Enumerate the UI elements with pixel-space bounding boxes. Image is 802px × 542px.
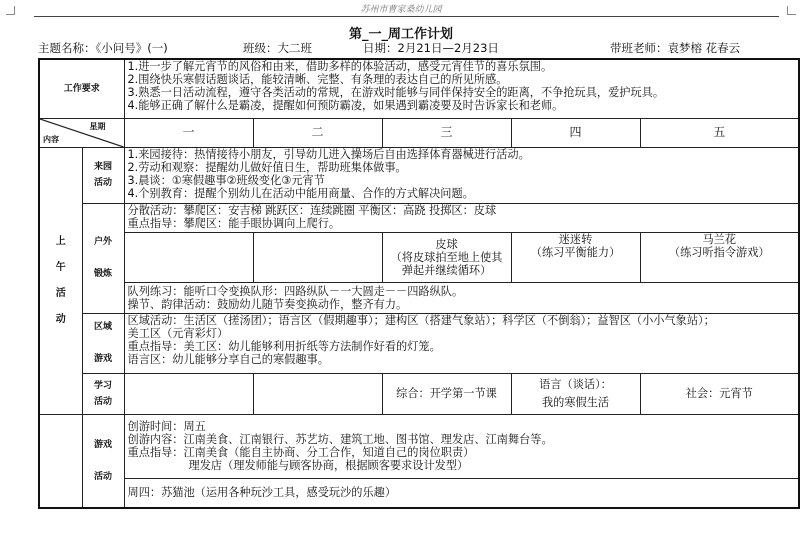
arrival-line: 4.个别教育：提醒个别幼儿在活动中能用商量、合作的方式解决问题。	[127, 186, 474, 200]
study-fri: 社会：元宵节	[640, 373, 799, 414]
outdoor-tue	[253, 232, 382, 282]
game-line: 创游内容：江南美食、江南银行、苏艺坊、建筑工地、图书馆、理发店、江南舞台等。	[127, 433, 553, 446]
goals-cell	[124, 59, 799, 118]
arrival-line: 3.晨谈：①寒假趣事②班级变化③元宵节	[127, 173, 325, 187]
diagonal-header	[39, 118, 124, 147]
outdoor-drill	[124, 282, 799, 313]
area-line: 区域活动：生活区（搓汤团）；语言区（假期趣事）；建构区（搭建气象站）；科学区（不倒翁）；益智区（小小气象站）；	[127, 313, 715, 327]
outdoor-line: 重点指导：攀爬区：能手眼协调向上爬行。	[127, 216, 341, 230]
outdoor-line: 操节、韵律活动：鼓励幼儿随节奏变换动作，整齐有力。	[127, 297, 408, 311]
area-games-cell	[124, 313, 799, 373]
game-line: 重点指导：江南美食（能自主协商、分工合作，知道自己的岗位职责）	[127, 446, 475, 459]
area-line: 美工区（元宵彩灯）	[127, 326, 229, 340]
header-rule	[34, 16, 779, 17]
arrival-label: 来园 活动	[82, 147, 124, 203]
weekday-mon: 一	[124, 118, 253, 147]
teachers: 带班老师：袁梦榕 花春云	[610, 41, 741, 55]
outdoor-wed: 皮球 （将皮球拍至地上使其 弹起并继续循环）	[382, 232, 511, 282]
weekday-label: 星期	[89, 121, 106, 131]
game-line: 创游时间：周五	[127, 420, 206, 433]
header-school: 苏州市曹家桑幼儿园	[360, 5, 442, 15]
outdoor-line: 分散活动：攀爬区：安吉梯 跳跃区：连续跳圈 平衡区：高跷 投掷区：皮球	[127, 203, 497, 217]
goal-line: 4.能够正确了解什么是霸凌，提醒如何预防霸凌，如果遇到霸凌要及时告诉家长和老师。	[127, 99, 564, 112]
date-range: 日期：2月21日—2月23日	[363, 41, 499, 55]
study-label: 学习 活动	[82, 373, 124, 414]
weekly-plan-table	[38, 58, 800, 509]
game-label: 游戏 活动	[82, 414, 124, 508]
outdoor-fri: 马兰花 （练习听指令游戏）	[640, 232, 799, 282]
weekday-thu: 四	[511, 118, 640, 147]
study-mon	[124, 373, 253, 414]
outdoor-thu: 迷迷转 （练习平衡能力）	[511, 232, 640, 282]
area-line: 重点指导：美工区：幼儿能够利用折纸等方法制作好看的灯笼。	[127, 339, 441, 353]
game-empty-cell	[39, 414, 82, 508]
study-thu: 语言（谈话）： 我的寒假生活	[511, 373, 640, 414]
outdoor-label: 户外 锻炼	[82, 203, 124, 313]
area-games-label: 区域 游戏	[82, 313, 124, 373]
weekday-fri: 五	[640, 118, 799, 147]
goal-line: 1.进一步了解元宵节的风俗和由来，借助多样的体验活动，感受元宵佳节的喜乐氛围。	[127, 60, 553, 73]
class-name: 班级：大二班	[243, 41, 312, 55]
arrival-line: 1.来园接待：热情接待小朋友，引导幼儿进入操场后自由选择体育器械进行活动。	[127, 147, 530, 161]
theme-name: 主题名称：《小问号》(一)	[38, 41, 168, 55]
weekday-tue: 二	[253, 118, 382, 147]
game-line: 理发店（理发师能与顾客协商，根据顾客要求设计发型）	[188, 459, 469, 472]
outdoor-line: 队列练习：能听口令变换队形：四路纵队－一大圆走－－四路纵队。	[127, 284, 464, 298]
area-line: 语言区：幼儿能够分享自己的寒假趣事。	[127, 352, 329, 366]
page-title: 第_一_周工作计划	[348, 27, 453, 42]
goal-line: 3.熟悉一日活动流程，遵守各类活动的常规，在游戏时能够与同伴保持安全的距离，不争抢玩具，爱护玩具。	[127, 86, 665, 99]
creative-games-cell	[124, 414, 799, 478]
outdoor-free-activity	[124, 203, 799, 232]
study-tue	[253, 373, 382, 414]
morning-activities-label: 上 午 活 动	[39, 147, 82, 414]
goal-line: 2.围绕快乐寒假话题谈话，能较清晰、完整、有条理的表达自己的所见所感。	[127, 73, 508, 86]
outdoor-mon	[124, 232, 253, 282]
sand-play-cell: 周四：苏猫池（运用各种玩沙工具，感受玩沙的乐趣）	[124, 478, 799, 508]
goals-label: 工作要求	[39, 59, 124, 118]
study-wed: 综合：开学第一节课	[382, 373, 511, 414]
arrival-cell	[124, 147, 799, 203]
arrival-line: 2.劳动和观察：提醒幼儿做好值日生，帮助班集体做事。	[127, 160, 407, 174]
weekday-wed: 三	[382, 118, 511, 147]
content-label: 内容	[43, 134, 59, 144]
